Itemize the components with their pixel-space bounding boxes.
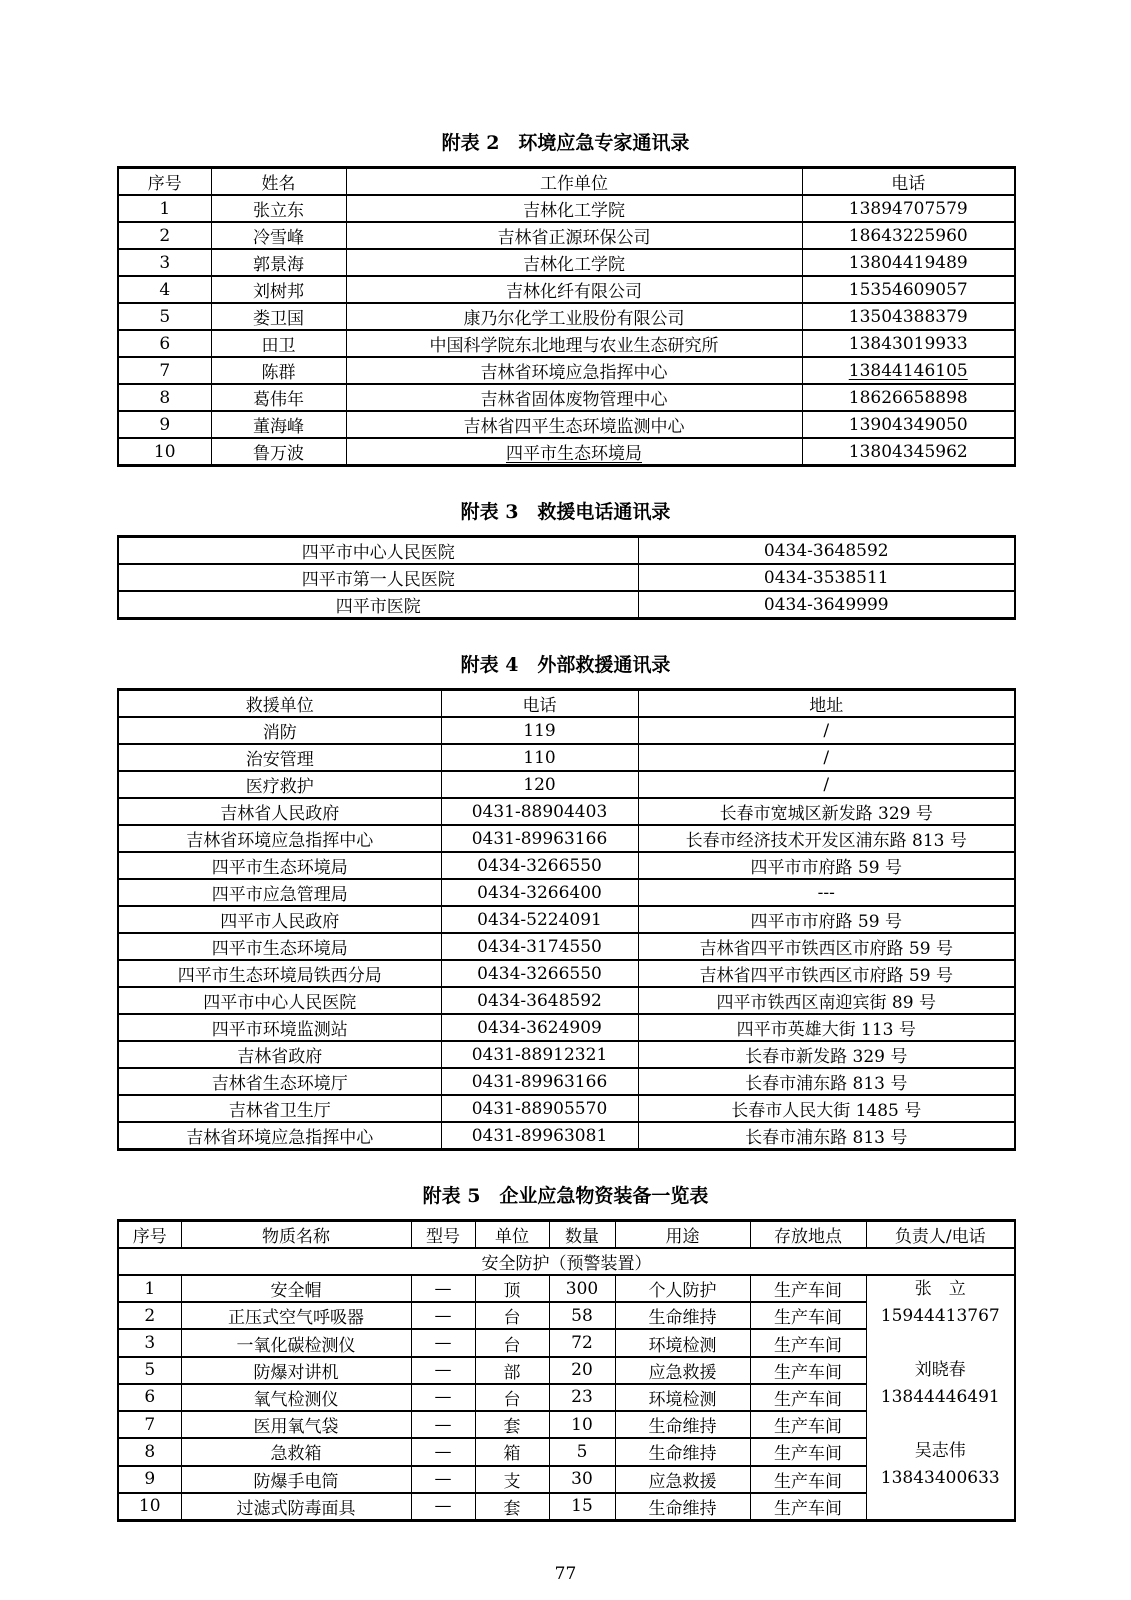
column-header: 单位	[475, 1221, 549, 1249]
table-row	[118, 771, 1015, 798]
table-cell: 吉林省正源环保公司	[346, 222, 802, 249]
table-cell: 吉林省四平市铁西区市府路 59 号	[638, 933, 1015, 960]
table-row	[118, 276, 1015, 303]
table-cell: 生产车间	[750, 1438, 866, 1465]
table-cell: 120	[441, 771, 638, 798]
table-row	[118, 744, 1015, 771]
table-cell: 套	[475, 1411, 549, 1438]
table-cell: 0434-5224091	[441, 906, 638, 933]
table-cell: 防爆手电筒	[181, 1466, 411, 1493]
table-cell: 防爆对讲机	[181, 1357, 411, 1384]
column-header: 工作单位	[346, 168, 802, 196]
table-row	[118, 357, 1015, 384]
table-row	[118, 1068, 1015, 1095]
table-cell: 医用氧气袋	[181, 1411, 411, 1438]
table-cell: 18643225960	[802, 222, 1015, 249]
table-cell: 0434-3648592	[638, 537, 1015, 565]
table-cell: 四平市生态环境局	[346, 438, 802, 466]
table-cell: 0434-3649999	[638, 591, 1015, 619]
contact-line: 吴志伟	[914, 1441, 966, 1461]
table-cell: 10	[118, 438, 211, 466]
table-cell: 吉林化纤有限公司	[346, 276, 802, 303]
table-cell: 0434-3648592	[441, 987, 638, 1014]
expert-contacts-table	[117, 166, 1016, 467]
table-cell: 13804345962	[802, 438, 1015, 466]
table-cell: 13844146105	[802, 357, 1015, 384]
table-cell: 8	[118, 384, 211, 411]
emergency-supplies-table	[117, 1219, 1016, 1522]
table-cell: 5	[118, 303, 211, 330]
section-subheader-row	[118, 1248, 1015, 1275]
table-cell: 0431-89963166	[441, 1068, 638, 1095]
table-cell: 吉林省生态环境厅	[118, 1068, 441, 1095]
table-row	[118, 1041, 1015, 1068]
table-cell: 长春市新发路 329 号	[638, 1041, 1015, 1068]
table-cell: 生产车间	[750, 1411, 866, 1438]
table-cell: 0431-88905570	[441, 1095, 638, 1122]
table-cell: 四平市生态环境局	[118, 852, 441, 879]
contact-line	[867, 1330, 1015, 1357]
table-cell: 13804419489	[802, 249, 1015, 276]
table-cell: 葛伟年	[211, 384, 346, 411]
rescue-phone-table	[117, 535, 1016, 620]
table-cell: 四平市应急管理局	[118, 879, 441, 906]
table-cell: 四平市铁西区南迎宾街 89 号	[638, 987, 1015, 1014]
column-header: 数量	[549, 1221, 615, 1249]
column-header: 电话	[441, 690, 638, 718]
table-row	[118, 1122, 1015, 1150]
table-cell: —	[411, 1438, 475, 1465]
table-cell: 18626658898	[802, 384, 1015, 411]
table-cell: 过滤式防毒面具	[181, 1493, 411, 1521]
table-cell: 30	[549, 1466, 615, 1493]
table4-title: 附表 4 外部救援通讯录	[460, 654, 671, 676]
table-cell: 田卫	[211, 330, 346, 357]
table2-title: 附表 2 环境应急专家通讯录	[441, 132, 690, 154]
table-cell: /	[638, 717, 1015, 744]
table-cell: 环境检测	[615, 1329, 750, 1356]
table-cell: 2	[118, 222, 211, 249]
column-header: 型号	[411, 1221, 475, 1249]
table3-body	[118, 537, 1015, 619]
table-cell: —	[411, 1384, 475, 1411]
table-cell: 9	[118, 1466, 181, 1493]
table-cell: 四平市英雄大街 113 号	[638, 1014, 1015, 1041]
table-cell: 2	[118, 1302, 181, 1329]
table-cell: 吉林省环境应急指挥中心	[118, 825, 441, 852]
table-cell: 箱	[475, 1438, 549, 1465]
table-cell: 长春市浦东路 813 号	[638, 1122, 1015, 1150]
table-row	[118, 384, 1015, 411]
table-row	[118, 1014, 1015, 1041]
table-cell: —	[411, 1302, 475, 1329]
table4-header	[118, 690, 1015, 718]
table3-title: 附表 3 救援电话通讯录	[460, 501, 671, 523]
table-cell: 4	[118, 276, 211, 303]
column-header: 救援单位	[118, 690, 441, 718]
contact-line	[867, 1492, 1015, 1519]
table-cell: —	[411, 1357, 475, 1384]
table-cell: 5	[118, 1357, 181, 1384]
table-cell: 吉林化工学院	[346, 195, 802, 222]
table-cell: 3	[118, 1329, 181, 1356]
table-row	[118, 825, 1015, 852]
table-cell: 长春市浦东路 813 号	[638, 1068, 1015, 1095]
table-cell: 长春市宽城区新发路 329 号	[638, 798, 1015, 825]
column-header: 地址	[638, 690, 1015, 718]
table-cell: 9	[118, 411, 211, 438]
table-cell: 张立东	[211, 195, 346, 222]
table-cell: 应急救援	[615, 1466, 750, 1493]
table-cell: 陈群	[211, 357, 346, 384]
table-cell: 生产车间	[750, 1493, 866, 1521]
table-cell: /	[638, 744, 1015, 771]
table-cell: 119	[441, 717, 638, 744]
table-row	[118, 1095, 1015, 1122]
table-cell: 0434-3174550	[441, 933, 638, 960]
table-header-row	[118, 690, 1015, 718]
table-cell: 吉林省四平生态环境监测中心	[346, 411, 802, 438]
table-cell: 生命维持	[615, 1411, 750, 1438]
table-cell: 300	[549, 1275, 615, 1302]
table-cell: 58	[549, 1302, 615, 1329]
table-row	[118, 303, 1015, 330]
external-rescue-table	[117, 688, 1016, 1151]
table-cell: 13894707579	[802, 195, 1015, 222]
contact-line: 15944413767	[880, 1306, 1000, 1326]
table-cell: 冷雪峰	[211, 222, 346, 249]
table-cell: 个人防护	[615, 1275, 750, 1302]
column-header: 序号	[118, 1221, 181, 1249]
table-cell: 13504388379	[802, 303, 1015, 330]
table-cell: 台	[475, 1302, 549, 1329]
table-cell: 10	[118, 1493, 181, 1521]
table-cell: 鲁万波	[211, 438, 346, 466]
table-cell: 长春市经济技术开发区浦东路 813 号	[638, 825, 1015, 852]
table-cell: 治安管理	[118, 744, 441, 771]
table-cell: 吉林省环境应急指挥中心	[346, 357, 802, 384]
table-cell: 生产车间	[750, 1357, 866, 1384]
table-cell: 一氧化碳检测仪	[181, 1329, 411, 1356]
table-cell: 6	[118, 1384, 181, 1411]
table-row	[118, 591, 1015, 619]
table-cell: 急救箱	[181, 1438, 411, 1465]
table-cell: 3	[118, 249, 211, 276]
table-cell: 生产车间	[750, 1275, 866, 1302]
table-cell: 四平市生态环境局铁西分局	[118, 960, 441, 987]
table-cell: 康乃尔化学工业股份有限公司	[346, 303, 802, 330]
table-cell: 四平市中心人民医院	[118, 987, 441, 1014]
table5-title: 附表 5 企业应急物资装备一览表	[422, 1185, 709, 1207]
table-cell: 生命维持	[615, 1302, 750, 1329]
table-cell: 部	[475, 1357, 549, 1384]
column-header: 负责人/电话	[866, 1221, 1015, 1249]
table-cell: 生产车间	[750, 1302, 866, 1329]
table-cell: 生产车间	[750, 1329, 866, 1356]
table-cell: 医疗救护	[118, 771, 441, 798]
table-cell: 0431-89963166	[441, 825, 638, 852]
table-row	[118, 411, 1015, 438]
table-cell: 13904349050	[802, 411, 1015, 438]
table-row	[118, 1275, 1015, 1302]
table-header-row	[118, 1221, 1015, 1249]
section-subheader: 安全防护（预警装置）	[118, 1248, 1015, 1275]
table-row	[118, 564, 1015, 591]
table-cell: 生产车间	[750, 1466, 866, 1493]
table-cell: 1	[118, 195, 211, 222]
table-cell: 吉林省人民政府	[118, 798, 441, 825]
table-cell: 氧气检测仪	[181, 1384, 411, 1411]
table-cell: 套	[475, 1493, 549, 1521]
table2-body	[118, 195, 1015, 466]
contact-line	[867, 1411, 1015, 1438]
column-header: 用途	[615, 1221, 750, 1249]
table-cell: 0434-3266550	[441, 960, 638, 987]
contact-line: 张 立	[914, 1279, 966, 1299]
table-cell: 四平市市府路 59 号	[638, 852, 1015, 879]
table-cell: 应急救援	[615, 1357, 750, 1384]
table-cell: —	[411, 1275, 475, 1302]
table-cell: 8	[118, 1438, 181, 1465]
table-cell: 72	[549, 1329, 615, 1356]
table-cell: 郭景海	[211, 249, 346, 276]
column-header: 物质名称	[181, 1221, 411, 1249]
table-cell: 13843019933	[802, 330, 1015, 357]
table-cell: 四平市市府路 59 号	[638, 906, 1015, 933]
column-header: 存放地点	[750, 1221, 866, 1249]
table-cell: 吉林省卫生厅	[118, 1095, 441, 1122]
table-cell: 吉林省政府	[118, 1041, 441, 1068]
table-cell: 吉林省环境应急指挥中心	[118, 1122, 441, 1150]
table-row	[118, 933, 1015, 960]
table-cell: 15	[549, 1493, 615, 1521]
table-cell: ---	[638, 879, 1015, 906]
table-cell: 安全帽	[181, 1275, 411, 1302]
table-cell: 四平市环境监测站	[118, 1014, 441, 1041]
table-cell: 吉林省四平市铁西区市府路 59 号	[638, 960, 1015, 987]
table-cell: 6	[118, 330, 211, 357]
table-cell: 0431-88904403	[441, 798, 638, 825]
column-header: 电话	[802, 168, 1015, 196]
table-cell: 吉林化工学院	[346, 249, 802, 276]
table-cell: 0434-3266550	[441, 852, 638, 879]
column-header: 序号	[118, 168, 211, 196]
table-cell: /	[638, 771, 1015, 798]
table-cell: 生命维持	[615, 1493, 750, 1521]
table-cell: 支	[475, 1466, 549, 1493]
table-cell: 0434-3266400	[441, 879, 638, 906]
table-cell: 四平市第一人民医院	[118, 564, 638, 591]
table-cell: 正压式空气呼吸器	[181, 1302, 411, 1329]
table-cell: 刘树邦	[211, 276, 346, 303]
table-row	[118, 960, 1015, 987]
contact-line: 13843400633	[880, 1468, 1000, 1488]
table-cell: 生命维持	[615, 1438, 750, 1465]
table-cell: 四平市人民政府	[118, 906, 441, 933]
table-cell: 10	[549, 1411, 615, 1438]
column-header: 姓名	[211, 168, 346, 196]
table-cell: 5	[549, 1438, 615, 1465]
table-row	[118, 438, 1015, 466]
table-cell: 台	[475, 1384, 549, 1411]
table-row	[118, 717, 1015, 744]
table-cell: 中国科学院东北地理与农业生态研究所	[346, 330, 802, 357]
table-cell: 110	[441, 744, 638, 771]
table-cell: 四平市生态环境局	[118, 933, 441, 960]
table-cell: 23	[549, 1384, 615, 1411]
table-row	[118, 537, 1015, 565]
table-cell: 董海峰	[211, 411, 346, 438]
table-cell: 0434-3624909	[441, 1014, 638, 1041]
table-cell: 四平市中心人民医院	[118, 537, 638, 565]
table-cell: 15354609057	[802, 276, 1015, 303]
table-cell: 生产车间	[750, 1384, 866, 1411]
table-header-row	[118, 168, 1015, 196]
table-cell: —	[411, 1466, 475, 1493]
table-cell: 四平市医院	[118, 591, 638, 619]
responsible-contact-cell	[866, 1275, 1015, 1521]
table-cell: —	[411, 1493, 475, 1521]
table-cell: 长春市人民大街 1485 号	[638, 1095, 1015, 1122]
table-cell: 0431-89963081	[441, 1122, 638, 1150]
table5-header	[118, 1221, 1015, 1249]
table-cell: 0431-88912321	[441, 1041, 638, 1068]
table-cell: 7	[118, 1411, 181, 1438]
table-cell: 0434-3538511	[638, 564, 1015, 591]
table-row	[118, 852, 1015, 879]
contact-line: 13844446491	[880, 1387, 1000, 1407]
table-row	[118, 987, 1015, 1014]
table5-body	[118, 1248, 1015, 1521]
contact-line: 刘晓春	[914, 1360, 966, 1380]
page-number: 77	[554, 1564, 577, 1584]
table-cell: 1	[118, 1275, 181, 1302]
table-row	[118, 249, 1015, 276]
table-cell: 台	[475, 1329, 549, 1356]
table-row	[118, 195, 1015, 222]
table-row	[118, 879, 1015, 906]
table-cell: 顶	[475, 1275, 549, 1302]
table-row	[118, 330, 1015, 357]
table-cell: 20	[549, 1357, 615, 1384]
table4-body	[118, 717, 1015, 1150]
table-cell: 娄卫国	[211, 303, 346, 330]
table-cell: 7	[118, 357, 211, 384]
table-row	[118, 222, 1015, 249]
table-row	[118, 906, 1015, 933]
table-cell: 吉林省固体废物管理中心	[346, 384, 802, 411]
table-cell: —	[411, 1329, 475, 1356]
table-row	[118, 798, 1015, 825]
table-cell: —	[411, 1411, 475, 1438]
table-cell: 消防	[118, 717, 441, 744]
table-cell: 环境检测	[615, 1384, 750, 1411]
table2-header	[118, 168, 1015, 196]
